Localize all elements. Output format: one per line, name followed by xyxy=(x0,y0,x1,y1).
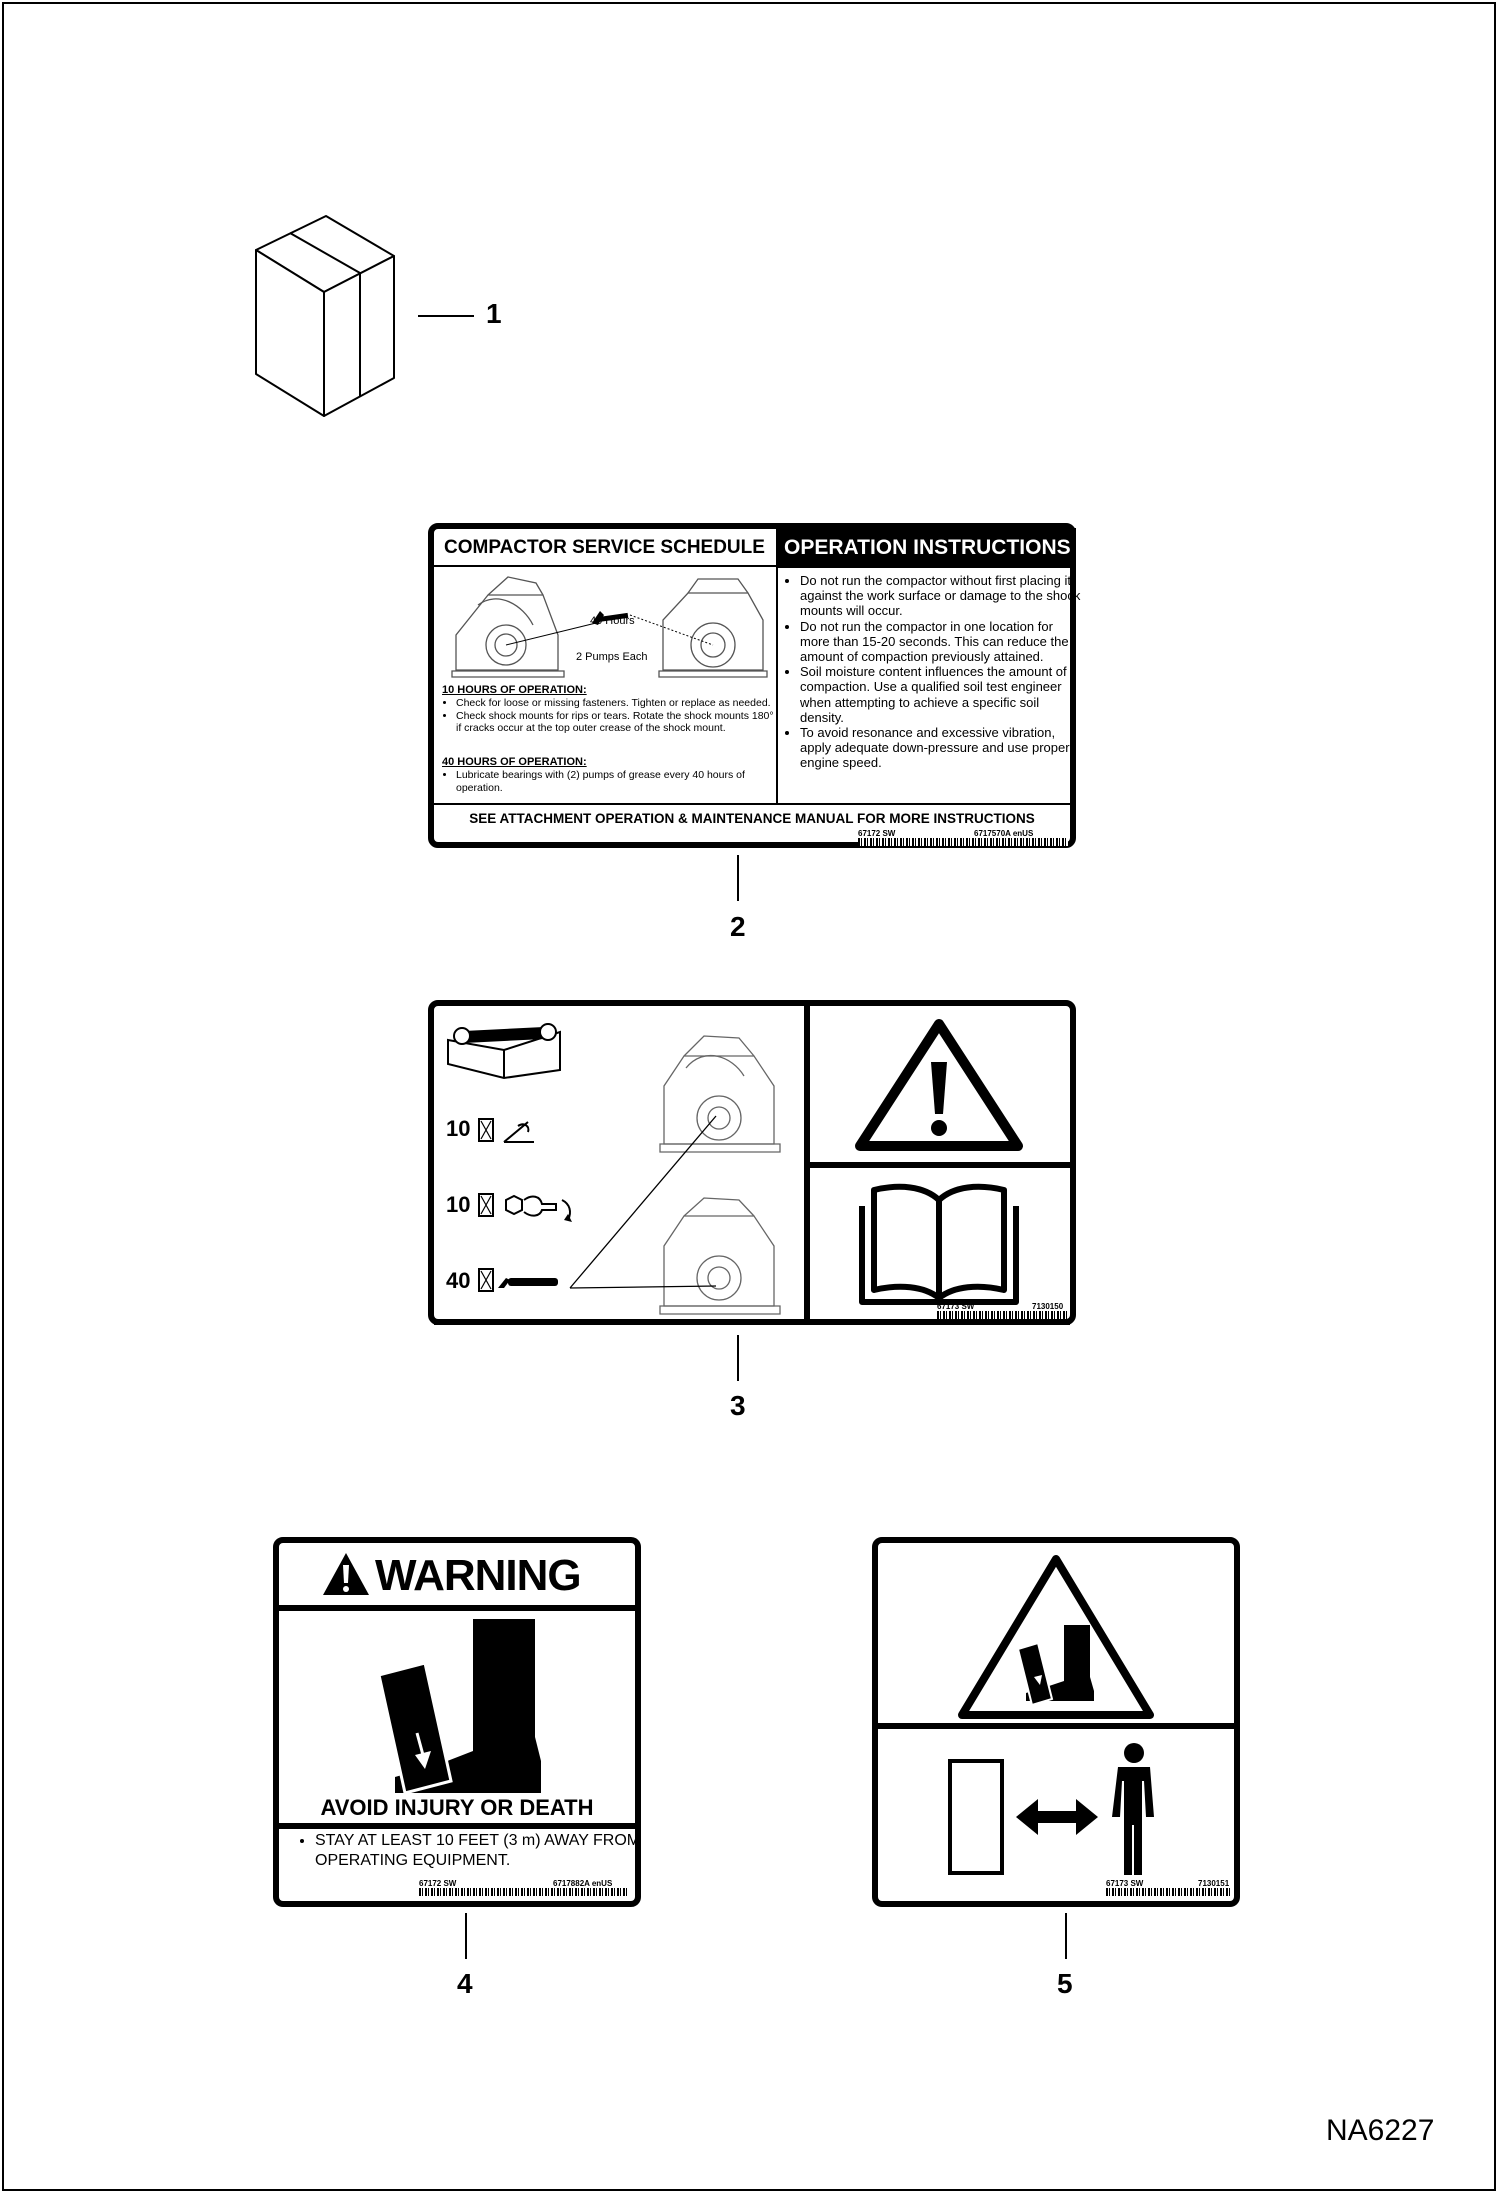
callout-5: 5 xyxy=(1057,1968,1073,1999)
service-schedule-decal xyxy=(428,523,1081,848)
part-code-right: 6717882A enUS xyxy=(553,1879,613,1888)
leader-line-1 xyxy=(418,315,474,317)
list-item: • To avoid resonance and excessive vibration, apply adequate down-pressure and use proper engine speed. xyxy=(800,725,1084,771)
warning-decal xyxy=(273,1537,641,1907)
divider xyxy=(878,1723,1234,1729)
divider xyxy=(810,1162,1070,1168)
warning-triangle-icon xyxy=(321,1551,371,1597)
part-code-right: 6717570A enUS xyxy=(974,829,1034,838)
interval-label-3: 40 xyxy=(446,1268,471,1293)
list-item: • Check for loose or missing fasteners. Tighten or replace as needed. xyxy=(456,697,781,710)
list-item: • Lubricate bearings with (2) pumps of grease every 40 hours of operation. xyxy=(456,769,756,794)
interval-label-1: 10 xyxy=(446,1116,471,1141)
maintenance-pictorial-decal xyxy=(428,1000,1076,1325)
manual-reference-footer: SEE ATTACHMENT OPERATION & MAINTENANCE MANUAL FOR MORE INSTRUCTIONS xyxy=(469,811,1035,826)
forty-hours-list xyxy=(442,769,756,794)
part-code-left: 67173 SW xyxy=(1106,1879,1144,1888)
operator-manual-icon xyxy=(854,1176,1024,1310)
list-item: • Do not run the compactor in one location for more than 15-20 seconds. This can reduce the amount of compaction previously attained. xyxy=(800,619,1084,665)
leader-line-5 xyxy=(1065,1913,1067,1959)
warning-triangle-icon xyxy=(854,1018,1024,1152)
callout-2: 2 xyxy=(730,911,746,942)
part-code-left: 67172 SW xyxy=(419,1879,457,1888)
foot-crush-warning-icon xyxy=(956,1553,1156,1723)
list-item: • Soil moisture content influences the amount of compaction. Use a qualified soil test engineer when attempting to achieve a specific soil density. xyxy=(800,664,1084,725)
box-icon xyxy=(250,212,400,422)
divider xyxy=(279,1823,635,1829)
leader-line-3 xyxy=(737,1335,739,1381)
callout-1: 1 xyxy=(486,298,502,329)
divider xyxy=(776,567,778,803)
list-item: • Check shock mounts for rips or tears. Rotate the shock mounts 180° if cracks occur at the top outer crease of the shock mount. xyxy=(456,710,781,735)
grease-hours-label: 40 Hours xyxy=(590,615,635,627)
divider xyxy=(279,1605,635,1611)
operation-instructions-header-bg xyxy=(776,528,1076,568)
inspect-icon xyxy=(478,1116,542,1146)
compactor-drawing-icon xyxy=(554,1016,802,1316)
part-code-left: 67173 SW xyxy=(937,1302,975,1311)
list-item: • STAY AT LEAST 10 FEET (3 m) AWAY FROM OPERATING EQUIPMENT. xyxy=(315,1831,645,1871)
list-item: • Do not run the compactor without first placing it against the work surface or damage to the shock mounts will occur. xyxy=(800,573,1084,619)
barcode-icon xyxy=(858,838,1068,846)
grease-pumps-label: 2 Pumps Each xyxy=(576,651,648,663)
operation-instructions-header: OPERATION INSTRUCTIONS xyxy=(784,536,1071,559)
barcode-icon xyxy=(937,1311,1067,1319)
part-code-right: 7130151 xyxy=(1198,1879,1230,1888)
leader-line-2 xyxy=(737,855,739,901)
keep-clear-pictorial-decal xyxy=(872,1537,1240,1907)
warning-header: WARNING xyxy=(375,1551,581,1600)
drawing-number: NA6227 xyxy=(1326,2114,1435,2147)
service-manual-icon xyxy=(444,1020,564,1080)
forty-hours-title: 40 HOURS OF OPERATION: xyxy=(442,756,587,768)
compactor-drawing-icon xyxy=(448,575,768,685)
callout-3: 3 xyxy=(730,1390,746,1421)
foot-crush-icon xyxy=(377,1615,547,1825)
part-code-left: 67172 SW xyxy=(858,829,896,838)
divider xyxy=(434,1319,1070,1325)
interval-label-2: 10 xyxy=(446,1192,471,1217)
divider xyxy=(434,803,1070,805)
part-code-right: 7130150 xyxy=(1032,1302,1064,1311)
ten-hours-list xyxy=(442,697,781,735)
ten-hours-title: 10 HOURS OF OPERATION: xyxy=(442,684,587,696)
leader-line-4 xyxy=(465,1913,467,1959)
safe-distance-icon xyxy=(948,1741,1180,1879)
warning-list xyxy=(299,1831,645,1871)
divider xyxy=(434,565,776,567)
barcode-icon xyxy=(419,1888,629,1896)
callout-4: 4 xyxy=(457,1968,473,1999)
operation-instructions-list xyxy=(786,573,1084,771)
barcode-icon xyxy=(1106,1888,1230,1896)
service-schedule-header: COMPACTOR SERVICE SCHEDULE xyxy=(444,537,765,558)
avoid-injury-subheader: AVOID INJURY OR DEATH xyxy=(320,1795,594,1820)
